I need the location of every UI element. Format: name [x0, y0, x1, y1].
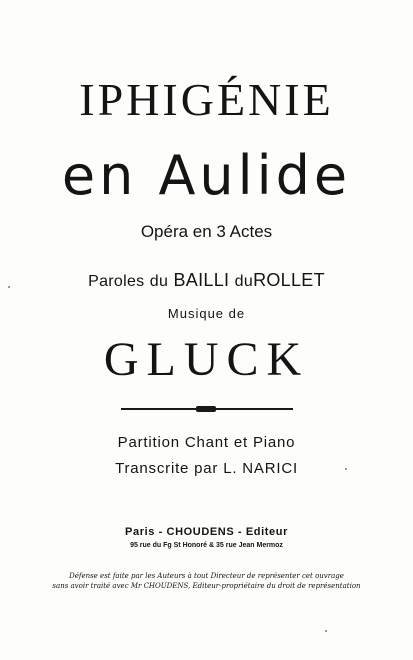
publisher-line: Paris - CHOUDENS - Editeur	[125, 526, 288, 538]
du-word-1: du	[149, 273, 169, 290]
paper-speck	[345, 468, 347, 470]
publisher-address: 95 rue du Fg St Honoré & 35 rue Jean Mermoz	[130, 542, 283, 549]
title-line-1: IPHIGÉNIE	[79, 74, 334, 125]
paper-speck	[8, 286, 10, 288]
librettists-line	[0, 269, 413, 293]
du-word-2: du	[234, 273, 254, 290]
divider-ornament	[196, 406, 216, 412]
librettist-1: BAILLI	[173, 270, 230, 290]
title-line-2: en Aulide	[61, 144, 352, 207]
librettist-2: ROLLET	[253, 270, 325, 290]
transcriber-name: L. NARICI	[223, 460, 298, 477]
rights-notice-line-2: sans avoir traité avec Mr CHOUDENS, Editeur-propriétaire du droit de représentation	[52, 582, 361, 590]
paper-speck	[325, 630, 327, 632]
transcriber-line	[0, 459, 413, 479]
paroles-label: Paroles	[88, 273, 145, 290]
transcrite-label: Transcrite par	[115, 460, 219, 477]
subtitle: Opéra en 3 Actes	[140, 222, 273, 241]
musique-label: Musique de	[167, 306, 246, 321]
partition-line: Partition Chant et Piano	[117, 434, 296, 451]
composer-name: GLUCK	[103, 333, 310, 386]
rights-notice-line-1: Défense est faite par les Auteurs à tout Directeur de représenter cet ouvrage	[69, 572, 344, 580]
